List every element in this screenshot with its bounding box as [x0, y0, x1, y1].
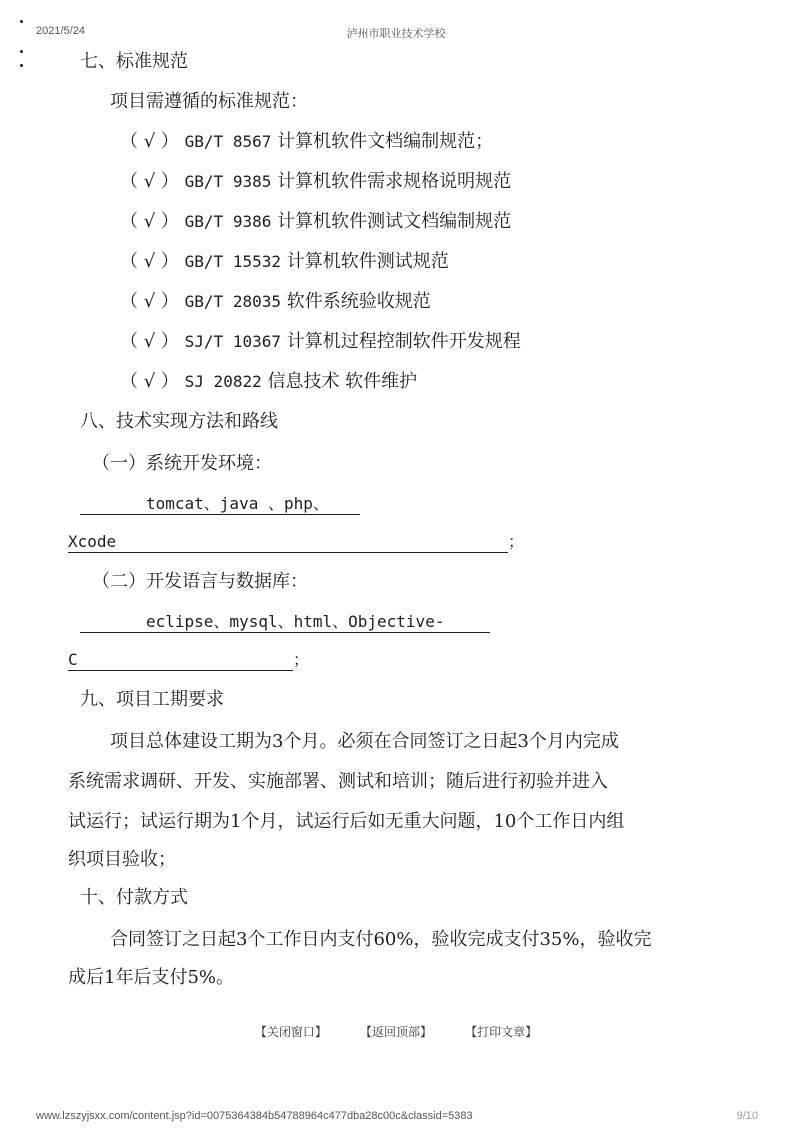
- back-to-top-link[interactable]: 【返回顶部】: [359, 1025, 432, 1039]
- close-window-link[interactable]: 【关闭窗口】: [254, 1025, 327, 1039]
- dev-env-end: ；: [508, 532, 525, 551]
- standard-code: GB/T 15532: [184, 252, 281, 271]
- check-mark: （ √ ）: [120, 131, 179, 152]
- standard-name: 计算机软件测试规范: [286, 251, 449, 272]
- dev-lang-end: ；: [293, 650, 310, 669]
- page-actions: [0, 1021, 792, 1040]
- standard-item: [120, 210, 511, 234]
- print-date: 2021/5/24: [36, 25, 85, 37]
- standard-name: 计算机过程控制软件开发规程: [286, 331, 521, 352]
- standard-item: [120, 130, 493, 154]
- payment-paragraph-line: 合同签订之日起3个工作日内支付60%，验收完成支付35%，验收完: [110, 929, 652, 950]
- standard-item: [120, 370, 417, 394]
- dev-env-value-line1: [80, 492, 360, 516]
- payment-paragraph-line: 成后1年后支付5%。: [68, 967, 235, 988]
- standard-item: [120, 330, 521, 354]
- schedule-paragraph-line: 项目总体建设工期为3个月。必须在合同签订之日起3个月内完成: [110, 731, 619, 752]
- standard-code: SJ/T 10367: [184, 332, 281, 351]
- section-heading-schedule: 九、项目工期要求: [80, 689, 224, 710]
- page-number: 9/10: [736, 1110, 758, 1122]
- section-heading-tech-route: 八、技术实现方法和路线: [80, 411, 278, 432]
- check-mark: （ √ ）: [120, 211, 179, 232]
- standard-name: 计算机软件文档编制规范；: [277, 131, 494, 152]
- dev-lang-value-text: eclipse、mysql、html、Objective-: [80, 612, 490, 633]
- check-mark: （ √ ）: [120, 251, 179, 272]
- section-heading-standards: 七、标准规范: [80, 51, 188, 72]
- section-heading-payment: 十、付款方式: [80, 887, 188, 908]
- page-url: www.lzszyjsxx.com/content.jsp?id=0075364384b54788964c477dba28c00c&classid=5383: [36, 1110, 473, 1122]
- print-article-link[interactable]: 【打印文章】: [465, 1025, 538, 1039]
- standard-name: 信息技术 软件维护: [267, 371, 418, 392]
- dev-env-value-line2: [68, 530, 524, 554]
- standard-item: [120, 170, 511, 194]
- dev-env-label: （一）系统开发环境：: [92, 453, 272, 474]
- standard-code: SJ 20822: [184, 372, 262, 391]
- standards-intro: 项目需遵循的标准规范：: [110, 91, 308, 112]
- standard-name: 软件系统验收规范: [286, 291, 431, 312]
- standard-code: GB/T 9386: [184, 212, 272, 231]
- check-mark: （ √ ）: [120, 171, 179, 192]
- dev-env-value-text: Xcode: [68, 532, 508, 553]
- dev-lang-label: （二）开发语言与数据库：: [92, 571, 308, 592]
- check-mark: （ √ ）: [120, 331, 179, 352]
- standard-name: 计算机软件测试文档编制规范: [277, 211, 512, 232]
- schedule-paragraph-line: 试运行；试运行期为1个月，试运行后如无重大问题，10个工作日内组: [68, 811, 625, 832]
- standard-code: GB/T 28035: [184, 292, 281, 311]
- dev-lang-value-text: C: [68, 650, 293, 671]
- standard-code: GB/T 9385: [184, 172, 272, 191]
- standard-name: 计算机软件需求规格说明规范: [277, 171, 512, 192]
- dev-lang-value-line2: [68, 648, 309, 672]
- dev-env-value-text: tomcat、java 、php、: [80, 494, 360, 515]
- check-mark: （ √ ）: [120, 371, 179, 392]
- standard-code: GB/T 8567: [184, 132, 272, 151]
- dev-lang-value-line1: [80, 610, 490, 634]
- page-header-title: 泸州市职业技术学校: [346, 28, 446, 40]
- schedule-paragraph-line: 织项目验收；: [68, 849, 176, 870]
- standard-item: [120, 250, 449, 274]
- schedule-paragraph-line: 系统需求调研、开发、实施部署、测试和培训；随后进行初验并进入: [68, 771, 608, 792]
- check-mark: （ √ ）: [120, 291, 179, 312]
- standard-item: [120, 290, 431, 314]
